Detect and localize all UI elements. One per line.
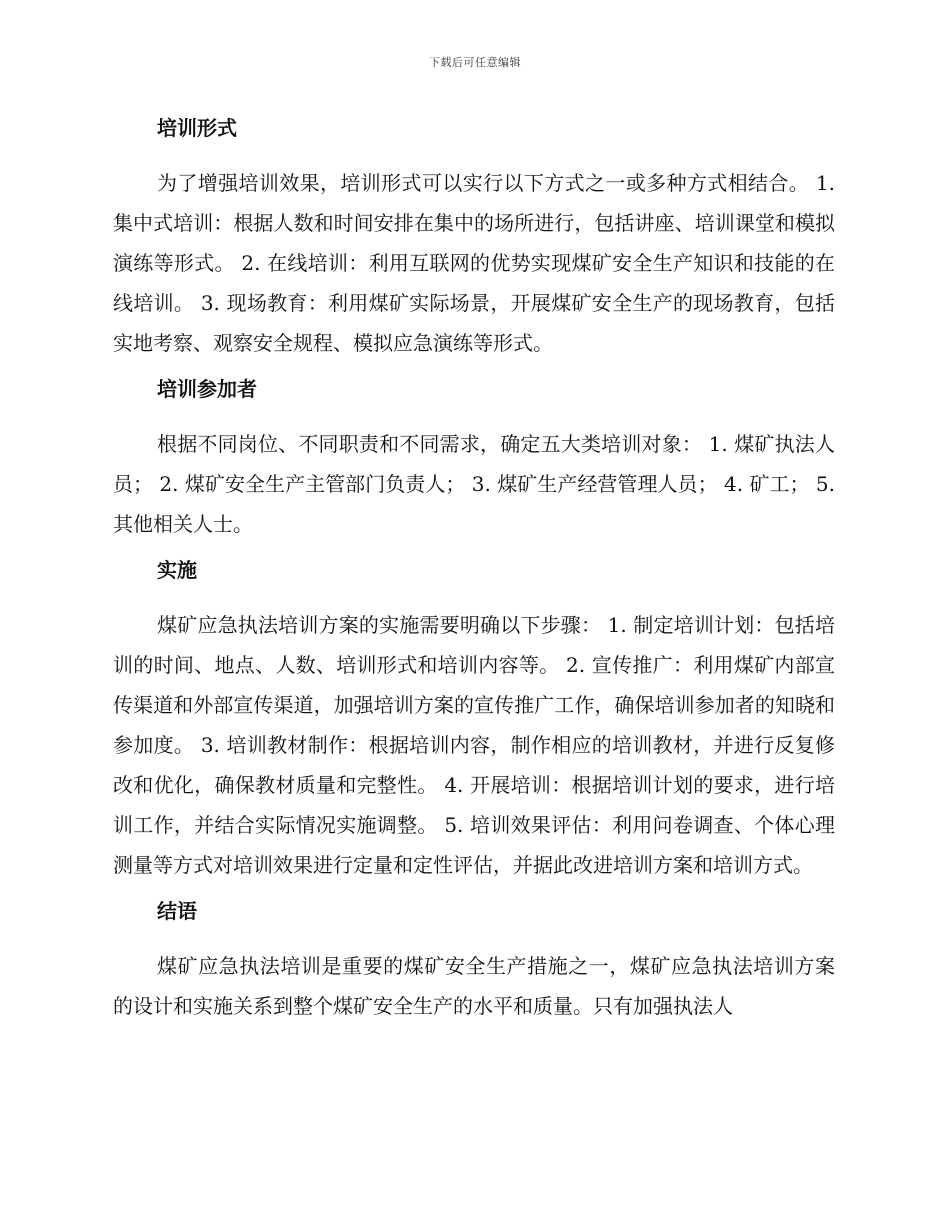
section-heading-implementation: 实施 bbox=[157, 558, 197, 582]
section-paragraph-conclusion: 煤矿应急执法培训是重要的煤矿安全生产措施之一，煤矿应急执法培训方案的设计和实施关系到整个煤矿安全生产的水平和质量。只有加强执法人 bbox=[113, 954, 835, 1018]
section-paragraph-training-format: 为了增强培训效果，培训形式可以实行以下方式之一或多种方式相结合。 1. 集中式培训：根据人数和时间安排在集中的场所进行，包括讲座、培训课堂和模拟演练等形式。 2. 在线培训：利用互联网的优势实现煤矿安全生产知识和技能的在线培训。 3. 现场教育：利用煤矿实际场景，开展煤矿安全生产的现场教育，包括实地考察、观察安全规程、模拟应急演练等形式。 bbox=[113, 171, 835, 355]
section-heading-training-format: 培训形式 bbox=[157, 116, 237, 140]
section-heading-conclusion: 结语 bbox=[157, 899, 197, 923]
header-note: 下载后可任意编辑 bbox=[429, 56, 521, 69]
document-body bbox=[113, 108, 835, 1026]
section-heading-participants: 培训参加者 bbox=[157, 377, 257, 401]
section-paragraph-participants: 根据不同岗位、不同职责和不同需求，确定五大类培训对象： 1. 煤矿执法人员； 2. 煤矿安全生产主管部门负责人； 3. 煤矿生产经营管理人员； 4. 矿工； 5. 其他相关人士。 bbox=[113, 432, 835, 536]
section-paragraph-implementation: 煤矿应急执法培训方案的实施需要明确以下步骤： 1. 制定培训计划：包括培训的时间、地点、人数、培训形式和培训内容等。 2. 宣传推广：利用煤矿内部宣传渠道和外部宣传渠道，加强培训方案的宣传推广工作，确保培训参加者的知晓和参加度。 3. 培训教材制作：根据培训内容，制作相应的培训教材，并进行反复修改和优化，确保教材质量和完整性。 4. 开展培训：根据培训计划的要求，进行培训工作，并结合实际情况实施调整。 5. 培训效果评估：利用问卷调查、个体心理测量等方式对培训效果进行定量和定性评估，并据此改进培训方案和培训方式。 bbox=[113, 613, 835, 877]
